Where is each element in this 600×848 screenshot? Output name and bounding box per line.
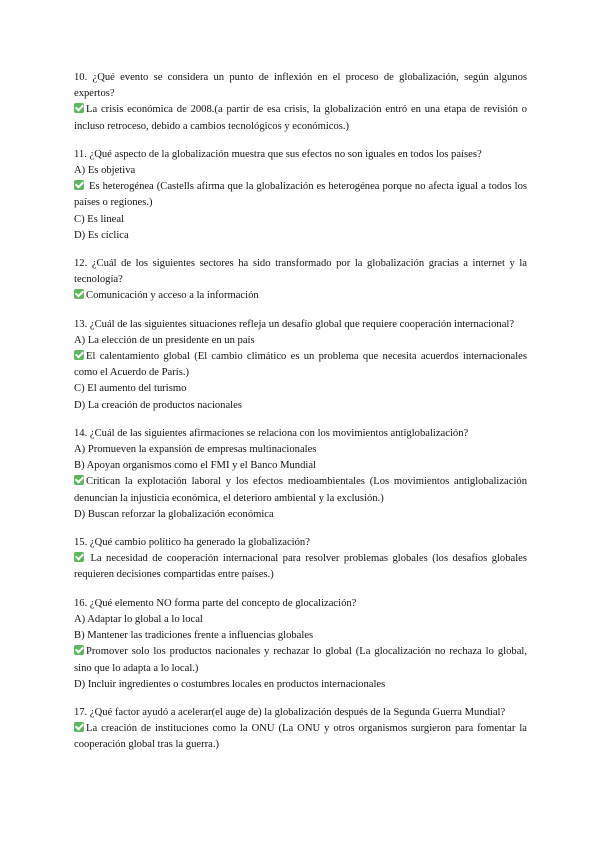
question-text: 15. ¿Qué cambio político ha generado la globalización? xyxy=(74,537,310,549)
check-mark-icon xyxy=(74,552,84,562)
question-text: 10. ¿Qué evento se considera un punto de inflexión en el proceso de globalización, según algunos expertos? xyxy=(74,72,527,100)
correct-answer: Es heterogénea (Castells afirma que la globalización es heterogénea porque no afecta igual a todos los países o regiones.) xyxy=(74,181,527,209)
correct-answer: Critican la explotación laboral y los efectos medioambientales (Los movimientos antiglobalización denuncian la injusticia económica, el deterioro ambiental y la exclusión.) xyxy=(74,476,527,504)
option-a: A) Es objetiva xyxy=(74,165,136,177)
question-16 xyxy=(74,596,527,693)
quiz-content xyxy=(74,70,527,766)
question-15 xyxy=(74,535,527,584)
correct-answer: La necesidad de cooperación internacional para resolver problemas globales (los desafíos globales requieren decisiones compartidas entre países.) xyxy=(74,553,527,581)
question-text: 12. ¿Cuál de los siguientes sectores ha sido transformado por la globalización gracias a internet y la tecnología? xyxy=(74,258,527,286)
option-b: B) Apoyan organismos como el FMI y el Banco Mundial xyxy=(74,460,316,472)
question-17 xyxy=(74,705,527,754)
question-text: 17. ¿Qué factor ayudó a acelerar(el auge de) la globalización después de la Segunda Guerra Mundial? xyxy=(74,706,506,718)
question-text: 13. ¿Cuál de las siguientes situaciones refleja un desafío global que requiere cooperación internacional? xyxy=(74,318,515,330)
correct-answer: Promover solo los productos nacionales y rechazar lo global (La glocalización no rechaza lo global, sino que lo adapta a lo local.) xyxy=(74,646,527,674)
question-text: 16. ¿Qué elemento NO forma parte del concepto de glocalización? xyxy=(74,597,357,609)
option-d: D) La creación de productos nacionales xyxy=(74,399,242,411)
option-c: C) Es lineal xyxy=(74,213,125,225)
option-a: A) La elección de un presidente en un país xyxy=(74,334,255,346)
question-13 xyxy=(74,317,527,414)
correct-answer: La crisis económica de 2008.(a partir de esa crisis, la globalización entró en una etapa de revisión o incluso retroceso, debido a cambios tecnológicos y económicos.) xyxy=(74,104,527,132)
check-mark-icon xyxy=(74,103,84,113)
correct-answer: El calentamiento global (El cambio climático es un problema que necesita acuerdos internacionales como el Acuerdo de París.) xyxy=(74,351,527,379)
question-text: 11. ¿Qué aspecto de la globalización muestra que sus efectos no son iguales en todos los países? xyxy=(74,148,482,160)
option-c: C) El aumento del turismo xyxy=(74,383,187,395)
check-mark-icon xyxy=(74,350,84,360)
check-mark-icon xyxy=(74,722,84,732)
option-d: D) Incluir ingredientes o costumbres locales en productos internacionales xyxy=(74,678,386,690)
question-11 xyxy=(74,147,527,244)
check-mark-icon xyxy=(74,180,84,190)
check-mark-icon xyxy=(74,645,84,655)
option-b: B) Mantener las tradiciones frente a influencias globales xyxy=(74,630,314,642)
correct-answer: Comunicación y acceso a la información xyxy=(74,288,527,304)
check-mark-icon xyxy=(74,475,84,485)
option-a: A) Adaptar lo global a lo local xyxy=(74,613,203,625)
option-d: D) Buscan reforzar la globalización económica xyxy=(74,508,274,520)
check-mark-icon xyxy=(74,289,84,299)
question-10 xyxy=(74,70,527,135)
question-12 xyxy=(74,256,527,305)
correct-answer: La creación de instituciones como la ONU (La ONU y otros organismos surgieron para fomentar la cooperación global tras la guerra.) xyxy=(74,723,527,751)
question-14 xyxy=(74,426,527,523)
question-text: 14. ¿Cuál de las siguientes afirmaciones se relaciona con los movimientos antiglobalización? xyxy=(74,427,469,439)
option-a: A) Promueven la expansión de empresas multinacionales xyxy=(74,444,317,456)
option-d: D) Es cíclica xyxy=(74,229,129,241)
